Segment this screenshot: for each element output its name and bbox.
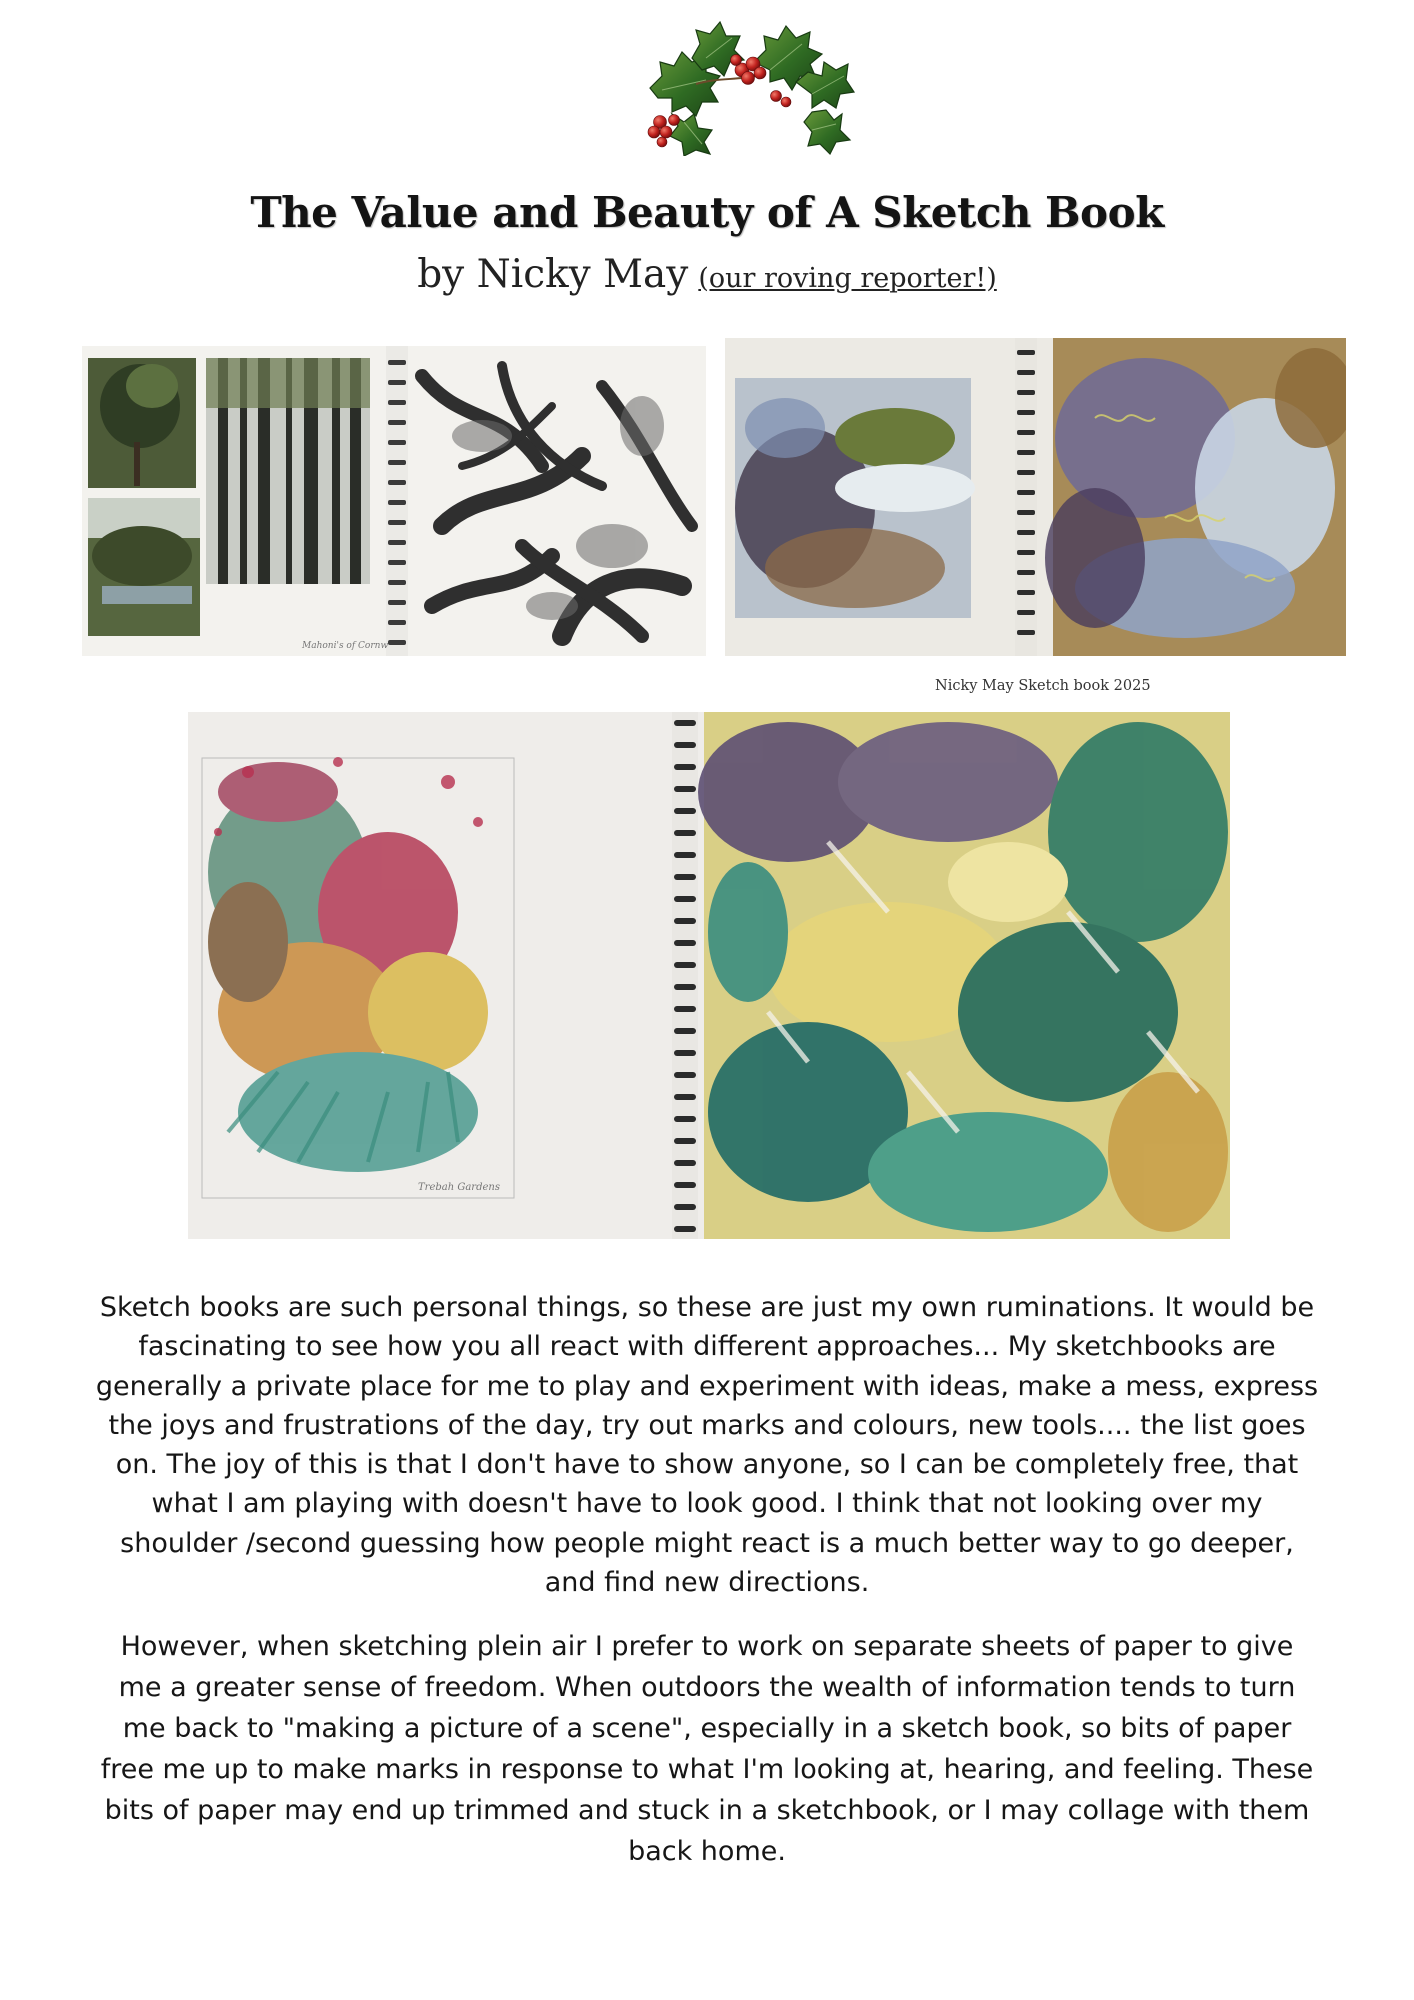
byline-note: (our roving reporter!) — [698, 263, 997, 294]
photo-signature: Trebah Gardens — [418, 1182, 500, 1193]
sketchbook-photo-watercolour-green — [188, 712, 1230, 1239]
byline-author: by Nicky May — [417, 252, 689, 297]
holly-decoration-icon — [636, 18, 856, 156]
article-paragraph-2: However, when sketching plein air I prefer to work on separate sheets of paper to give me a greater sense of freedom. When outdoors the wealth of information tends to turn me back to "making a picture of a scene", especially in a sketch book, so bits of paper free me up to make marks in response to what I'm looking at, hearing, and feeling. These bits of paper may end up trimmed and stuck in a sketchbook, or I may collage with them back home. — [100, 1631, 1314, 1867]
sketchbook-photo-ink — [82, 346, 706, 656]
photo-signature: Mahoni's of Cornw — [302, 641, 389, 651]
article-paragraph-1: Sketch books are such personal things, so these are just my own ruminations. It would be fascinating to see how you all react with different approaches... My sketchbooks are generally a private place for me to play and experiment with ideas, make a mess, express the joys and frustrations of the day, try out marks and colours, new tools.... the list goes on. The joy of this is that I don't have to show anyone, so I can be completely free, that what I am playing with doesn't have to look good. I think that not looking over my shoulder /second guessing how people might react is a much better way to go deeper, and find new directions. — [95, 1292, 1319, 1599]
article-title: The Value and Beauty of A Sketch Book — [250, 188, 1164, 237]
photo-caption: Nicky May Sketch book 2025 — [935, 678, 1151, 694]
sketchbook-photo-watercolour-blue — [725, 338, 1346, 656]
byline — [0, 252, 1414, 297]
